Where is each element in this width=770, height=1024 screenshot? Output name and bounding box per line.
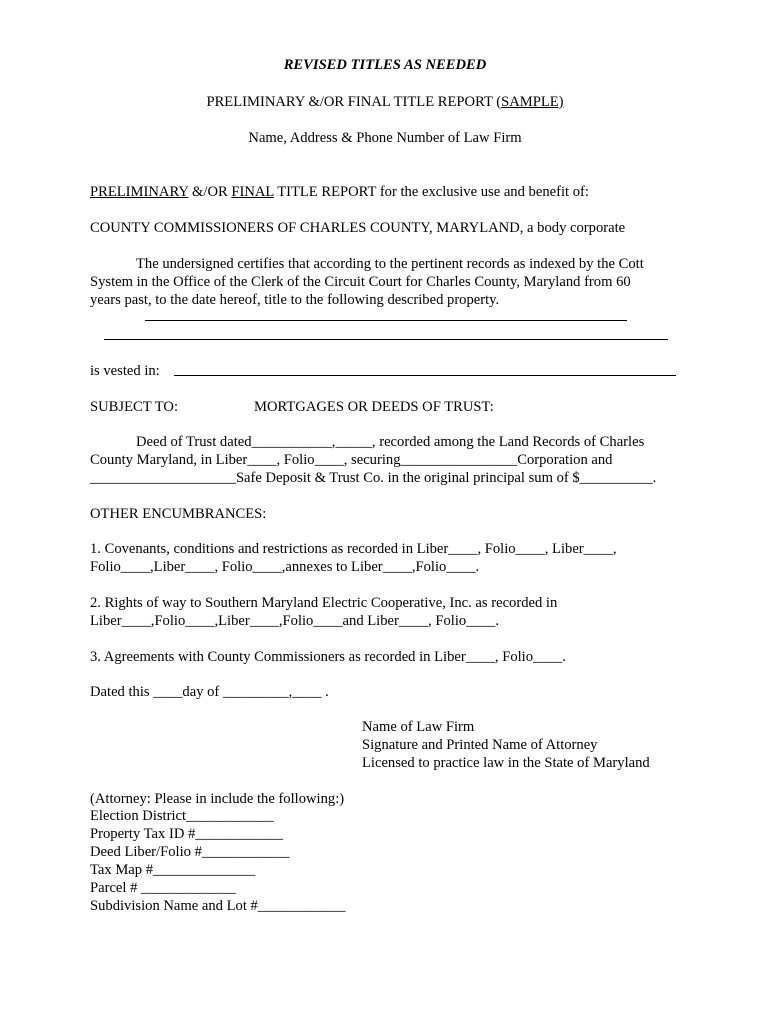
intro-rest: TITLE REPORT for the exclusive use and benefit of: (273, 184, 589, 200)
report-type-line (0, 93, 770, 111)
dated-line: Dated this ____day of _________,____ . (90, 684, 329, 700)
attorney-instructions: (Attorney: Please in include the following:) (90, 791, 345, 807)
subject-to-label: SUBJECT TO: (90, 399, 178, 415)
deed-line-3: ____________________Safe Deposit & Trust Co. in the original principal sum of $__________. (90, 470, 657, 486)
law-firm-line: Name, Address & Phone Number of Law Firm (248, 130, 522, 146)
property-tax-id-field: Property Tax ID #____________ (90, 826, 283, 842)
county-line: COUNTY COMMISSIONERS OF CHARLES COUNTY, MARYLAND, a body corporate (90, 220, 626, 236)
item-2-line-2: Liber____,Folio____,Liber____,Folio____and Liber____, Folio____. (90, 613, 500, 629)
deed-liber-folio-field: Deed Liber/Folio #____________ (90, 844, 290, 860)
intro-preliminary: PRELIMINARY (90, 184, 189, 200)
signature-licensed-line: Licensed to practice law in the State of Maryland (362, 755, 650, 771)
signature-attorney-line: Signature and Printed Name of Attorney (362, 737, 598, 753)
signature-firm-name: Name of Law Firm (362, 719, 475, 735)
property-description-line-1 (145, 320, 627, 321)
deed-line-1: Deed of Trust dated___________,_____, recorded among the Land Records of Charles (136, 434, 645, 450)
parcel-field: Parcel # _____________ (90, 880, 236, 896)
item-1-line-2: Folio____,Liber____, Folio____,annexes to Liber____,Folio____. (90, 559, 480, 575)
intro-line (90, 183, 589, 201)
vested-blank-line (174, 375, 676, 376)
property-description-line-2 (104, 339, 668, 340)
certification-paragraph: The undersigned certifies that according to the pertinent records as indexed by the Cott System in the Office of the Clerk of the Circuit Court for Charles County, Maryland from 60 years past, to the date hereof, title to the following described property. (90, 256, 644, 308)
report-type-prefix: PRELIMINARY &/OR FINAL TITLE REPORT ( (206, 94, 502, 110)
subdivision-lot-field: Subdivision Name and Lot #____________ (90, 898, 346, 914)
item-2-line-1: 2. Rights of way to Southern Maryland Electric Cooperative, Inc. as recorded in (90, 595, 558, 611)
deed-line-2: County Maryland, in Liber____, Folio____, securing________________Corporation and (90, 452, 613, 468)
report-type-sample: SAMPLE) (501, 94, 564, 110)
other-encumbrances-heading: OTHER ENCUMBRANCES: (90, 506, 267, 522)
vested-label: is vested in: (90, 363, 160, 379)
tax-map-field: Tax Map #______________ (90, 862, 256, 878)
item-3: 3. Agreements with County Commissioners as recorded in Liber____, Folio____. (90, 649, 566, 665)
intro-final: FINAL (231, 184, 274, 200)
revised-titles-heading: REVISED TITLES AS NEEDED (283, 57, 487, 73)
intro-and-or: &/OR (188, 184, 232, 200)
mortgages-heading: MORTGAGES OR DEEDS OF TRUST: (254, 399, 494, 415)
election-district-field: Election District____________ (90, 808, 274, 824)
item-1-line-1: 1. Covenants, conditions and restrictions as recorded in Liber____, Folio____, Liber____, (90, 541, 617, 557)
